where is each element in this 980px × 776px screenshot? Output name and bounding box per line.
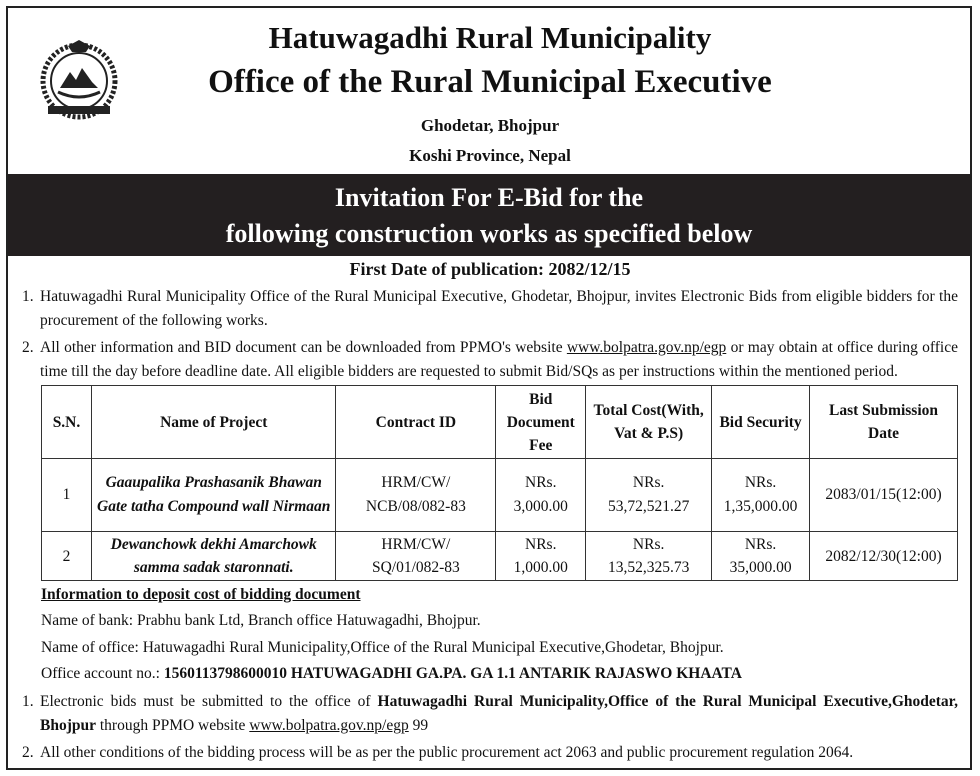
cell-security xyxy=(712,532,810,581)
paragraph-1 xyxy=(22,285,958,333)
cell-cost xyxy=(586,459,712,532)
publication-date: First Date of publication: 2082/12/15 xyxy=(349,259,631,279)
account-label: Office account no.: xyxy=(41,665,164,682)
cell-fee xyxy=(496,459,586,532)
table-row xyxy=(42,532,958,581)
header-project: Name of Project xyxy=(91,386,336,459)
header-date: Last Submission Date xyxy=(810,386,958,459)
cell-fee-a: NRs. xyxy=(525,536,557,553)
paragraph-2-pre: All other information and BID document can be downloaded from PPMO's website xyxy=(40,339,567,356)
paragraph-4-text: All other conditions of the bidding process will be as per the public procurement act 2063 and public procurement regulation 2064. xyxy=(40,744,854,761)
list-number: 1. xyxy=(22,288,34,305)
address-line: Ghodetar, Bhojpur xyxy=(420,116,560,135)
cell-fee xyxy=(496,532,586,581)
office-title: Office of the Rural Municipal Executive xyxy=(208,64,772,100)
invitation-banner xyxy=(8,174,970,256)
table-row xyxy=(42,459,958,532)
cell-fee-a: NRs. xyxy=(525,474,557,491)
cell-contract-b: SQ/01/082-83 xyxy=(371,559,460,576)
list-number: 1. xyxy=(22,693,34,710)
cell-contract-b: NCB/08/082-83 xyxy=(365,498,466,515)
cell-security-b: 35,000.00 xyxy=(729,559,792,576)
cell-project: Gaaupalika Prashasanik Bhawan Gate tatha Compound wall Nirmaan xyxy=(91,459,336,532)
cell-sn: 2 xyxy=(42,532,92,581)
account-value: 1560113798600010 HATUWAGADHI GA.PA. GA 1.1 ANTARIK RAJASWO KHAATA xyxy=(163,665,742,682)
list-number: 2. xyxy=(22,744,34,761)
cell-contract xyxy=(336,532,496,581)
cell-cost-a: NRs. xyxy=(632,536,665,553)
cell-contract xyxy=(336,459,496,532)
table-header-row xyxy=(42,386,958,459)
works-table xyxy=(41,385,958,581)
header-cost: Total Cost(With, Vat & P.S) xyxy=(586,386,712,459)
header-security: Bid Security xyxy=(712,386,810,459)
bank-name: Name of bank: Prabhu bank Ltd, Branch office Hatuwagadhi, Bhojpur. xyxy=(41,612,481,629)
ppmo-link[interactable]: www.bolpatra.gov.np/egp xyxy=(249,717,409,734)
municipality-title: Hatuwagadhi Rural Municipality xyxy=(268,20,712,55)
paragraph-3-mid: through PPMO website xyxy=(96,717,250,734)
header-contract: Contract ID xyxy=(336,386,496,459)
banner-line-1: Invitation For E-Bid for the xyxy=(334,183,644,212)
cell-cost xyxy=(586,532,712,581)
header-sn: S.N. xyxy=(42,386,92,459)
cell-contract-a: HRM/CW/ xyxy=(381,536,451,553)
paragraph-3-post: 99 xyxy=(408,717,429,734)
banner-line-2: following construction works as specified below xyxy=(225,219,753,248)
cell-date: 2083/01/15(12:00) xyxy=(810,459,958,532)
cell-fee-b: 1,000.00 xyxy=(513,559,568,576)
paragraph-1-text: Hatuwagadhi Rural Municipality Office of the Rural Municipal Executive, Ghodetar, Bhojpur, invites Electronic Bids from eligible bidders for the procurement of the following works. xyxy=(40,288,958,329)
cell-security-b: 1,35,000.00 xyxy=(723,498,798,515)
paragraph-2-post: or may obtain at office during office time till the day before deadline date. All eligible bidders are requested to submit Bid/SQs as per instructions within the mentioned period. xyxy=(40,339,958,380)
deposit-heading: Information to deposit cost of bidding document xyxy=(41,586,361,603)
cell-sn: 1 xyxy=(42,459,92,532)
header-fee: Bid Document Fee xyxy=(496,386,586,459)
paragraph-3 xyxy=(22,690,958,738)
cell-fee-b: 3,000.00 xyxy=(513,498,568,515)
paragraph-3-pre: Electronic bids must be submitted to the office of xyxy=(40,693,378,710)
paragraph-2 xyxy=(22,336,958,384)
paragraph-4 xyxy=(22,741,958,765)
cell-cost-a: NRs. xyxy=(632,474,665,491)
paragraph-3-bold: Hatuwagadhi Rural Municipality,Office of the Rural Municipal Executive,Ghodetar, Bhojpur xyxy=(40,693,959,734)
cell-contract-a: HRM/CW/ xyxy=(381,474,451,491)
cell-cost-b: 13,52,325.73 xyxy=(607,559,690,576)
cell-project: Dewanchowk dekhi Amarchowk samma sadak staronnati. xyxy=(91,532,336,581)
cell-date: 2082/12/30(12:00) xyxy=(810,532,958,581)
list-number: 2. xyxy=(22,339,34,356)
cell-security xyxy=(712,459,810,532)
ppmo-link[interactable]: www.bolpatra.gov.np/egp xyxy=(566,339,727,356)
office-name: Name of office: Hatuwagadhi Rural Municipality,Office of the Rural Municipal Executive,Ghodetar, Bhojpur. xyxy=(41,639,724,656)
province-line: Koshi Province, Nepal xyxy=(409,146,571,165)
cell-cost-b: 53,72,521.27 xyxy=(607,498,690,515)
cell-security-a: NRs. xyxy=(744,536,777,553)
account-number xyxy=(41,662,742,686)
cell-security-a: NRs. xyxy=(744,474,777,491)
